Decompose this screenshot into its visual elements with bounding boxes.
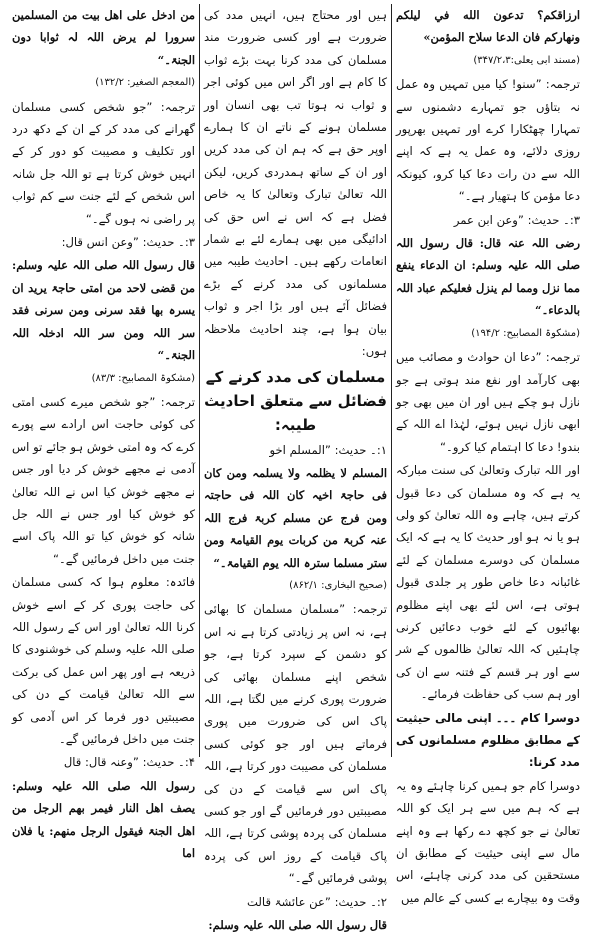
left-column-paragraph: من ادخل علی اھل بیت من المسلمین سرورا لم یرض اللہ لہ ثوابا دون الجنۃ۔“ [12,8,195,67]
right-column-paragraph: ارزاقكم؟ تدعون الله في ليلكم ونهاركم فان الدعا سلاح المؤمن» [396,8,580,45]
right-column-paragraph: (مشکوۃ المصابیح: ۱۹۴/۲) [471,327,580,339]
right-column-paragraph: (مسند ابی یعلی:۳۴۷/۲،۳) [473,54,580,66]
right-column-paragraph: دوسرا کام ۔۔۔ اپنی مالی حیثیت کے مطابق مظلوم مسلمانوں کی مدد کرنا: [396,710,580,770]
left-column-paragraph: ۳:۔ حدیث: ”وعن انس قال: [61,235,195,250]
right-column-paragraph: ترجمہ: ”دعا ان حوادث و مصائب میں بھی کارآمد اور نفع مند ہوتی ہے جو نازل ہو چکے ہیں اور ان میں بھی جو ابھی نازل نہیں ہوئے، لہٰذا اے اللہ کے بندو! دعا کا اہتمام کیا کرو۔“ [396,350,580,454]
right-column-paragraph: رضی اللہ عنہ قال: قال رسول اللہ صلی اللہ علیہ وسلم: ان الدعاء ینفع مما نزل ومما لم ینزل فعلیکم عباد اللہ بالدعاء۔“ [396,236,580,318]
right-text-column [392,4,584,905]
left-column-paragraph: رسول اللہ صلی اللہ علیہ وسلم: یصف اھل النار فیمر بھم الرجل من اھل الجنۃ فیقول الرجل منھم: یا فلان اما [12,778,195,861]
middle-column-paragraph: ۱:۔ حدیث: ”المسلم اخو [269,442,387,457]
middle-column-paragraph: (صحیح البخاری: ۸۶۲/۱) [289,579,387,591]
middle-text-column [200,4,392,933]
middle-column-paragraph: قال رسول اللہ صلی اللہ علیہ وسلم: [208,918,387,933]
middle-column-paragraph: ترجمہ: ”مسلمان مسلمان کا بھائی ہے، نہ اس پر زیادتی کرتا ہے نہ اس کو دشمن کے سپرد کرتا ہے، جو شخص اپنے مسلمان بھائی کی ضرورت پوری کرنے میں لگتا ہے، اللہ پاک اس کی ضرورت میں پوری فرماتے ہیں اور جو کوئی کسی مسلمان کی مصیبت دور کرتا ہے، اللہ پاک اس سے قیامت کے دن کی مصیبتیں دور فرمائیں گے اور جو کسی مسلمان کی پردہ پوشی کرتا ہے، اللہ پاک قیامت کے روز اس کی پردہ پوشی فرمائیں گے۔“ [204,602,387,886]
middle-column-paragraph: ۲:۔ حدیث: ”عن عائشۃ قالت [247,894,387,909]
right-column-paragraph: ۳:۔ حدیث: ”وعن ابن عمر [453,212,580,227]
left-column-paragraph: ترجمہ: ”جو شخص میرے کسی امتی کی کوئی حاجت اس ارادے سے پورے کرے کہ وہ امتی خوش ہو جائے تو اس آدمی نے مجھے خوش کر دیا اور جس نے مجھے خوش کیا اس نے اللہ تعالیٰ کو خوش کیا اور جس نے اللہ جل شانہ کو خوش کیا تو اللہ پاک اسے جنت میں داخل فرمائیں گے۔“ [12,394,195,566]
left-column-paragraph: ترجمہ: ”جو شخص کسی مسلمان گھرانے کی مدد کر کے ان کے دکھ درد اور تکلیف و مصیبت کو دور کر کے انہیں خوش کرتا ہے تو اللہ جل شانہ اس شخص کے لئے جنت سے کم ثواب پر راضی نہ ہوں گے۔“ [12,99,195,226]
middle-column-paragraph: المسلم لا یظلمہ ولا یسلمہ ومن کان فی حاجۃ اخیہ کان اللہ فی حاجتہ ومن فرج عن مسلم کربۃ فرج اللہ عنہ کربۃ من کربات یوم القیامۃ ومن ستر مسلما سترہ اللہ یوم القیامۃ۔“ [204,465,387,570]
left-column-paragraph: (المعجم الصغیر: ۱۳۲/۲) [95,77,195,89]
left-column-paragraph: (مشکوۃ المصابیح: ۸۳/۳) [91,372,195,384]
middle-column-paragraph: مسلمان کی مدد کرنے کے فضائل سے متعلق احادیث طیبہ: [204,367,387,434]
right-column-paragraph: دوسرا کام جو ہمیں کرنا چاہئے وہ یہ ہے کہ ہم میں سے ہر ایک کو اللہ تعالیٰ نے جو کچھ دے رکھا ہے وہ اپنے مال سے اپنی حیثیت کے مطابق ان مستحقین کی مدد کرنی چاہئے، اس وقت وہ بیچارے بے کسی کے عالم میں [396,778,580,905]
right-column-paragraph: اور اللہ تبارک وتعالیٰ کی سنت مبارکہ یہ ہے کہ وہ مسلمان کی دعا قبول کرتے ہیں، چاہے وہ اللہ تعالیٰ کو ولی ہو یا نہ ہو اور حدیث کا یہ ہے کہ ایک مسلمان کی دوسرے مسلمان کے لئے غائبانہ دعا خاص طور پر جلدی قبول ہوتی ہے، اس لئے بھی اپنے مظلوم بھائیوں کے لئے خوب دعائیں کرنی چاہئیں کہ اللہ تعالیٰ ظالموں کے شر سے اور ہر قسم کے فتنہ سے ان کی اور ہم سب کی حفاظت فرمائے۔ [396,463,580,702]
middle-column-paragraph: ہیں اور محتاج ہیں، انہیں مدد کی ضرورت ہے اور کسی ضرورت مند مسلمان کی مدد کرنا بہت بڑے ثواب کا کام ہے اور اگر اس میں کوئی اجر و ثواب نہ ہوتا تب بھی انسان اور مسلمان ہونے کے ناتے ان کا ہمارے اوپر حق ہے کہ ہم ان کی مدد کریں اور ان کے ساتھ ہمدردی کریں، لیکن اللہ تعالیٰ تبارک وتعالیٰ کا یہ خاص فضل ہے کہ اس نے اس حق کی ادائیگی میں بھی ہمارے لئے بے شمار انعامات رکھے ہیں۔ احادیث طیبہ میں مسلمانوں کی مدد کرنے کے بڑے فضائل آئے ہیں اور بڑا اجر و ثواب بیان ہوا ہے، چند احادیث ملاحظہ ہوں: [204,8,387,359]
left-column-paragraph: فائدہ: معلوم ہوا کہ کسی مسلمان کی حاجت پوری کر کے اسے خوش کرنا اللہ تعالیٰ اور اس کے رسول اللہ صلی اللہ علیہ وسلم کی خوشنودی کا ذریعہ ہے اور پھر اس عمل کی برکت سے اللہ تعالیٰ قیامت کے دن کی مصیبتیں دور فرما کر اس آدمی کو جنت میں داخل فرمائیں گے۔ [12,575,195,746]
left-text-column [8,4,200,861]
left-column-paragraph: قال رسول اللہ صلی اللہ علیہ وسلم: من قضی لاحد من امتی حاجۃ یرید ان یسرہ بھا فقد سرنی ومن سرنی فقد سر اللہ ومن سر اللہ ادخلہ اللہ الجنۃ۔“ [12,258,195,363]
right-column-paragraph: ترجمہ: ”سنو! کیا میں تمہیں وہ عمل نہ بتاؤں جو تمہارے دشمنوں سے تمہارا چھٹکارا کرے اور تمہیں بھرپور روزی دلائے، وہ عمل یہ ہے کہ اپنے اللہ سے دن رات دعا کیا کرو، کیونکہ دعا مؤمن کا ہتھیار ہے۔“ [396,77,580,204]
left-column-paragraph: ۴:۔ حدیث: ”وعنہ قال: قال [63,755,195,770]
